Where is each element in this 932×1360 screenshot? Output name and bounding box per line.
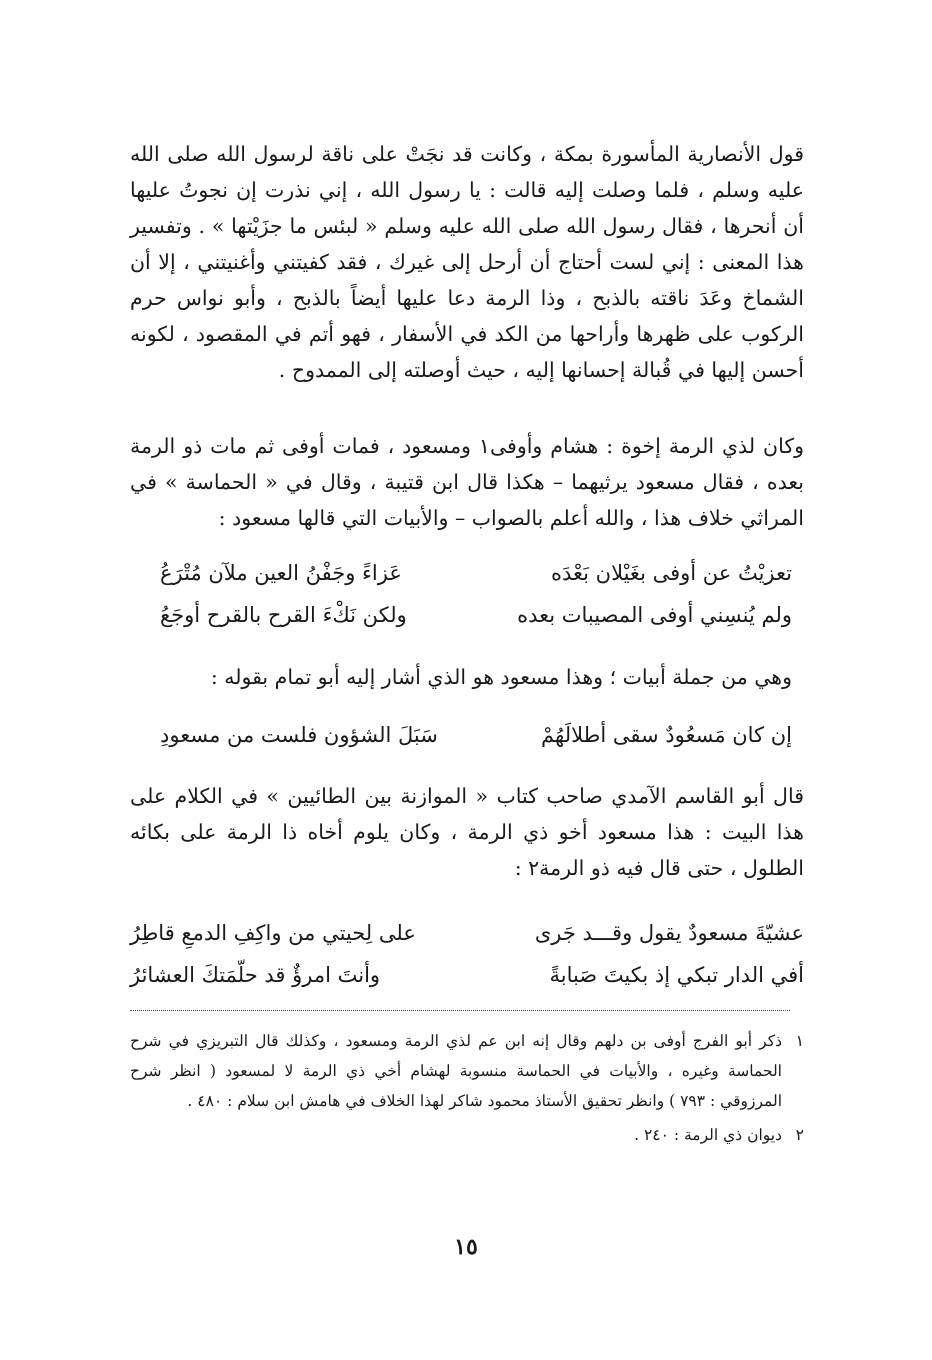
- verse-first-hemistich: أفي الدار تبكي إذ بكيتَ صَبابةً: [549, 963, 804, 987]
- bridge-line: وهي من جملة أبيات ؛ وهذا مسعود هو الذي أشار إليه أبو تمام بقوله :: [210, 665, 792, 689]
- verse-line: [130, 912, 804, 954]
- footnote: [130, 1026, 804, 1116]
- verse-second-hemistich: ولكن نَكْءَ القرح بالقرح أوجَعُ: [160, 603, 407, 627]
- verse-second-hemistich: على لِحيتي من واكِفِ الدمعِ قاطِرُ: [130, 921, 416, 945]
- verse-line: [160, 552, 792, 594]
- elegy-verses: [160, 552, 792, 636]
- footnote-text: ذكر أبو الفرج أوفى بن دلهم وقال إنه ابن عم لذي الرمة ومسعود ، وكذلك قال التبريزي في شرح الحماسة وغيره ، والأبيات في الحماسة منسوبة لهشام أخي ذي الرمة لا لمسعود ( انظر شرح المرزوقي : ٧٩٣ ) وانظر تحقيق الأستاذ محمود شاكر لهذا الخلاف في هامش ابن سلام : ٤٨٠ .: [130, 1032, 782, 1110]
- brothers-paragraph: وكان لذي الرمة إخوة : هشام وأوفى١ ومسعود ، فمات أوفى ثم مات ذو الرمة بعده ، فقال مسعود يرثيهما – هكذا قال ابن قتيبة ، وقال في « الحماسة » في المراثي خلاف هذا ، والله أعلم بالصواب – والأبيات التي قالها مسعود :: [130, 434, 804, 530]
- footnote-divider: [130, 1010, 790, 1011]
- page-number: ١٥: [454, 1234, 478, 1260]
- verse-first-hemistich: إن كان مَسعُودٌ سقى أطلالَهُمْ: [541, 723, 792, 747]
- footnote: [130, 1120, 804, 1150]
- abu-tammam-verse: [160, 714, 792, 756]
- verse-second-hemistich: سَبَلَ الشؤون فلست من مسعودِ: [160, 723, 438, 747]
- verse-first-hemistich: عشيّةَ مسعودٌ يقول وقـــد جَرى: [534, 921, 804, 945]
- verse-first-hemistich: ولم يُنسِني أوفى المصيبات بعده: [517, 603, 792, 627]
- verse-second-hemistich: عَزاءً وجَفْنُ العين ملآن مُتْرَعُ: [160, 561, 402, 585]
- verse-line: [130, 954, 804, 996]
- footnote-number: ٢: [795, 1126, 804, 1144]
- footnote-number: ١: [795, 1032, 804, 1050]
- verse-first-hemistich: تعزيْتُ عن أوفى بغَيْلان بَعْدَه: [550, 561, 792, 585]
- intro-paragraph: قول الأنصارية المأسورة بمكة ، وكانت قد نجَتْ على ناقة لرسول الله صلى الله عليه وسلم ، فلما وصلت إليه قالت : يا رسول الله ، إني نذرت إن نجوتُ عليها أن أنحرها ، فقال رسول الله صلى الله عليه وسلم « لبئس ما جزَيْتها » . وتفسير هذا المعنى : إني لست أحتاج أن أرحل إلى غيرك ، فقد كفيتني وأغنيتني ، إلا أن الشماخ وعَدَ ناقته بالذبح ، وذا الرمة دعا عليها أيضاً بالذبح ، وأبو نواس حرم الركوب على ظهرها وأراحها من الكد في الأسفار ، فهو أتم في المقصود ، لكونه أحسن إليها في قُبالة إحسانها إليه ، حيث أوصلته إلى الممدوح .: [130, 142, 804, 382]
- amidi-paragraph: قال أبو القاسم الآمدي صاحب كتاب « الموازنة بين الطائيين » في الكلام على هذا البيت : هذا مسعود أخو ذي الرمة ، وكان يلوم أخاه ذا الرمة على بكائه الطلول ، حتى قال فيه ذو الرمة٢ :: [130, 784, 804, 880]
- footnotes: [130, 1026, 804, 1150]
- verse-second-hemistich: وأنتَ امرؤٌ قد حلّمَتكَ العشائرُ: [130, 963, 381, 987]
- dhu-al-rumma-verses: [130, 912, 804, 996]
- verse-line: [160, 714, 792, 756]
- verse-line: [160, 594, 792, 636]
- footnote-text: ديوان ذي الرمة : ٢٤٠ .: [634, 1126, 782, 1144]
